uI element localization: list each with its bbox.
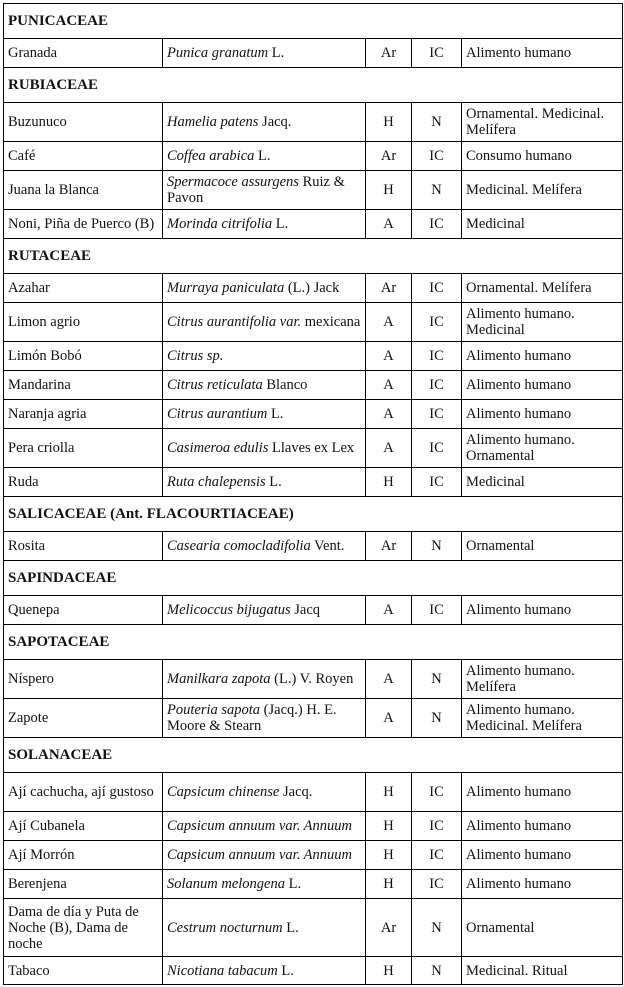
use-cell: Medicinal [462,468,623,497]
family-header-row [4,561,623,596]
scientific-name-cell [163,303,366,342]
common-name-cell: Dama de día y Puta de Noche (B), Dama de noche [4,899,163,957]
status-cell: N [412,103,462,142]
status-cell: N [412,171,462,210]
status-cell: IC [412,400,462,429]
habit-cell: A [366,210,412,239]
scientific-name-italic: Melicoccus bijugatus [167,602,291,618]
species-row [4,39,623,68]
species-row [4,870,623,899]
status-cell: IC [412,773,462,812]
species-row [4,400,623,429]
family-name: SAPINDACEAE [4,561,623,596]
scientific-name-cell [163,468,366,497]
family-name: RUBIACEAE [4,68,623,103]
author-citation: L. [282,919,299,936]
use-cell: Alimento humano [462,371,623,400]
author-citation: Jacq [290,602,321,618]
habit-cell: A [366,596,412,625]
use-cell: Alimento humano [462,812,623,841]
scientific-name-cell [163,171,366,210]
family-header-row [4,625,623,660]
author-citation: L. [265,474,282,490]
use-cell: Medicinal. Ritual [462,957,623,985]
common-name-cell: Quenepa [4,596,163,625]
status-cell: N [412,532,462,561]
author-citation: L. [277,962,294,979]
scientific-name-italic: Ruta chalepensis [167,474,266,490]
family-name: SALICACEAE (Ant. FLACOURTIACEAE) [4,497,623,532]
scientific-name-italic: Capsicum chinense [167,784,280,800]
author-citation: L. [272,216,289,232]
author-citation: Ruiz & Pavon [167,174,345,206]
common-name-cell: Berenjena [4,870,163,899]
habit-cell: H [366,103,412,142]
scientific-name-cell [163,103,366,142]
author-citation: Jacq. [258,114,292,130]
species-row [4,274,623,303]
status-cell: IC [412,812,462,841]
family-header-row [4,738,623,773]
habit-cell: Ar [366,39,412,68]
scientific-name-cell [163,210,366,239]
status-cell: IC [412,303,462,342]
common-name-cell: Naranja agria [4,400,163,429]
author-citation: L. [268,45,285,61]
status-cell: IC [412,210,462,239]
scientific-name-italic: Citrus aurantium [167,406,268,422]
common-name-cell: Níspero [4,660,163,699]
author-citation: (L.) Jack [284,280,340,296]
habit-cell: A [366,660,412,699]
common-name-cell: Limón Bobó [4,342,163,371]
species-row [4,957,623,985]
species-table-body [4,4,623,985]
scientific-name-cell [163,870,366,899]
author-citation: Llaves ex Lex [268,440,355,456]
use-cell: Medicinal [462,210,623,239]
species-row [4,468,623,497]
scientific-name-italic: Citrus sp. [167,348,224,364]
status-cell: IC [412,870,462,899]
status-cell: N [412,957,462,985]
common-name-cell: Juana la Blanca [4,171,163,210]
habit-cell: H [366,812,412,841]
scientific-name-italic: Casimeroa edulis [167,440,269,456]
status-cell: IC [412,342,462,371]
species-row [4,841,623,870]
common-name-cell: Granada [4,39,163,68]
common-name-cell: Limon agrio [4,303,163,342]
family-name: SAPOTACEAE [4,625,623,660]
habit-cell: A [366,371,412,400]
habit-cell: Ar [366,532,412,561]
scientific-name-italic: Nicotiana tabacum [167,962,278,979]
scientific-name-cell [163,957,366,985]
use-cell: Alimento humano. Medicinal [462,303,623,342]
species-row [4,210,623,239]
family-header-row [4,239,623,274]
use-cell: Medicinal. Melífera [462,171,623,210]
family-name: RUTACEAE [4,239,623,274]
author-citation: mexicana [301,314,361,330]
common-name-cell: Café [4,142,163,171]
species-row [4,303,623,342]
scientific-name-italic: Citrus aurantifolia var. [167,314,302,330]
author-citation: Jacq. [279,784,313,800]
scientific-name-italic: Punica granatum [167,45,269,61]
scientific-name-italic: Capsicum annuum var. Annuum [167,818,353,834]
common-name-cell: Buzunuco [4,103,163,142]
species-row [4,812,623,841]
habit-cell: A [366,303,412,342]
scientific-name-cell [163,596,366,625]
use-cell: Ornamental. Medicinal. Melífera [462,103,623,142]
species-row [4,142,623,171]
scientific-name-cell [163,841,366,870]
common-name-cell: Mandarina [4,371,163,400]
family-header-row [4,68,623,103]
status-cell: IC [412,371,462,400]
common-name-cell: Zapote [4,699,163,738]
status-cell: IC [412,274,462,303]
author-citation: L. [254,148,271,164]
common-name-cell: Tabaco [4,957,163,985]
species-row [4,532,623,561]
use-cell: Ornamental [462,532,623,561]
scientific-name-cell [163,274,366,303]
habit-cell: H [366,171,412,210]
scientific-name-cell [163,400,366,429]
habit-cell: Ar [366,142,412,171]
scientific-name-cell [163,342,366,371]
common-name-cell: Ají Morrón [4,841,163,870]
scientific-name-cell [163,699,366,738]
scientific-name-italic: Manilkara zapota [167,671,271,687]
family-header-row [4,497,623,532]
author-citation: L. [285,876,302,892]
habit-cell: A [366,400,412,429]
use-cell: Alimento humano. Medicinal. Melífera [462,699,623,738]
author-citation: (L.) V. Royen [270,671,354,687]
family-name: SOLANACEAE [4,738,623,773]
scientific-name-italic: Solanum melongena [167,876,285,892]
common-name-cell: Pera criolla [4,429,163,468]
species-row [4,899,623,957]
common-name-cell: Azahar [4,274,163,303]
habit-cell: Ar [366,274,412,303]
species-row [4,773,623,812]
use-cell: Alimento humano. Ornamental [462,429,623,468]
author-citation: L. [267,406,284,422]
status-cell: IC [412,429,462,468]
family-header-row [4,4,623,39]
common-name-cell: Rosita [4,532,163,561]
use-cell: Alimento humano [462,870,623,899]
author-citation: Blanco [262,377,308,393]
scientific-name-italic: Coffea arabica [167,148,255,164]
status-cell: IC [412,39,462,68]
scientific-name-italic: Citrus reticulata [167,377,263,393]
status-cell: IC [412,468,462,497]
scientific-name-cell [163,142,366,171]
author-citation: Vent. [310,538,345,554]
scientific-name-cell [163,812,366,841]
scientific-name-cell [163,660,366,699]
species-row [4,596,623,625]
habit-cell: H [366,841,412,870]
scientific-name-italic: Hamelia patens [167,114,259,130]
scientific-name-cell [163,773,366,812]
use-cell: Alimento humano [462,841,623,870]
use-cell: Ornamental. Melífera [462,274,623,303]
scientific-name-italic: Cestrum nocturnum [167,919,283,936]
species-row [4,660,623,699]
common-name-cell: Ají cachucha, ají gustoso [4,773,163,812]
species-row [4,429,623,468]
habit-cell: H [366,468,412,497]
habit-cell: H [366,957,412,985]
status-cell: IC [412,142,462,171]
use-cell: Alimento humano [462,596,623,625]
scientific-name-italic: Murraya paniculata [167,280,285,296]
scientific-name-italic: Casearia comocladifolia [167,538,311,554]
species-row [4,103,623,142]
use-cell: Alimento humano [462,342,623,371]
scientific-name-cell [163,899,366,957]
common-name-cell: Ají Cubanela [4,812,163,841]
use-cell: Ornamental [462,899,623,957]
status-cell: N [412,660,462,699]
status-cell: IC [412,596,462,625]
family-name: PUNICACEAE [4,4,623,39]
use-cell: Alimento humano [462,400,623,429]
habit-cell: A [366,342,412,371]
scientific-name-cell [163,429,366,468]
species-row [4,699,623,738]
scientific-name-italic: Spermacoce assurgens [167,174,299,190]
habit-cell: A [366,699,412,738]
status-cell: N [412,899,462,957]
status-cell: N [412,699,462,738]
use-cell: Alimento humano. Melífera [462,660,623,699]
use-cell: Alimento humano [462,39,623,68]
author-citation: (Jacq.) H. E. Moore & Stearn [167,702,337,734]
habit-cell: Ar [366,899,412,957]
species-row [4,371,623,400]
scientific-name-italic: Capsicum annuum var. Annuum [167,847,353,863]
scientific-name-italic: Pouteria sapota [167,702,261,718]
species-row [4,171,623,210]
habit-cell: A [366,429,412,468]
common-name-cell: Ruda [4,468,163,497]
scientific-name-italic: Morinda citrifolia [167,216,273,232]
scientific-name-cell [163,532,366,561]
scientific-name-cell [163,39,366,68]
habit-cell: H [366,870,412,899]
status-cell: IC [412,841,462,870]
common-name-cell: Noni, Piña de Puerco (B) [4,210,163,239]
scientific-name-cell [163,371,366,400]
species-row [4,342,623,371]
habit-cell: H [366,773,412,812]
use-cell: Alimento humano [462,773,623,812]
species-table [3,3,623,985]
use-cell: Consumo humano [462,142,623,171]
